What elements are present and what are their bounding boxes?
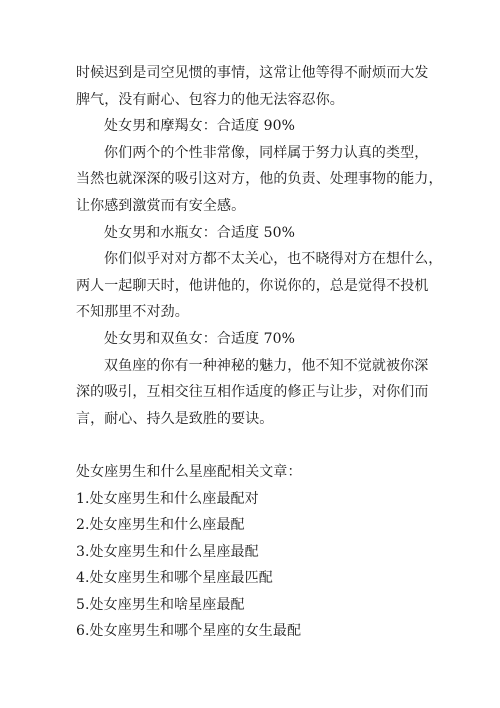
related-link-4[interactable]: 4.处女座男生和哪个星座最匹配	[76, 570, 273, 587]
text-line: 你们两个的个性非常像，同样属于努力认真的类型，	[104, 144, 429, 161]
related-link-5[interactable]: 5.处女座男生和啥星座最配	[76, 596, 245, 613]
text-line: 让你感到激赏而有安全感。	[76, 197, 246, 214]
match-heading-aquarius	[76, 220, 436, 247]
paragraph-aquarius	[76, 246, 443, 326]
related-link-2[interactable]: 2.处女座男生和什么座最配	[76, 517, 245, 534]
text-line: 时候迟到是司空见惯的事情，这常让他等得不耐烦而大发	[76, 65, 429, 81]
match-heading-capricorn	[76, 113, 436, 140]
match-heading-pisces	[76, 326, 436, 353]
paragraph-intro	[76, 60, 436, 113]
text-line: 脾气，没有耐心、包容力的他无法容忍你。	[76, 91, 344, 108]
related-articles	[76, 459, 436, 645]
related-heading: 处女座男生和什么星座配相关文章：	[76, 463, 302, 480]
related-link-6[interactable]: 6.处女座男生和哪个星座的女生最配	[76, 623, 302, 640]
text-line: 处女男和水瓶女：合适度 50%	[104, 224, 296, 241]
text-line: 言，耐心、持久是致胜的要诀。	[76, 410, 274, 427]
related-link-1[interactable]: 1.处女座男生和什么座最配对	[76, 490, 259, 507]
text-line: 双鱼座的你有一种神秘的魅力，他不知不觉就被你深	[104, 357, 429, 374]
document-body	[76, 60, 443, 645]
text-line: 当然也就深深的吸引这对方，他的负责、处理事物的能力，	[76, 171, 443, 188]
text-line: 处女男和双鱼女：合适度 70%	[104, 330, 296, 347]
text-line: 你们似乎对对方都不太关心，也不晓得对方在想什么，	[104, 251, 443, 268]
paragraph-capricorn	[76, 140, 443, 220]
text-line: 处女男和摩羯女：合适度 90%	[104, 118, 296, 135]
spacer	[76, 432, 436, 459]
text-line: 两人一起聊天时，他讲他的，你说你的，总是觉得不投机	[76, 277, 429, 294]
text-line: 深的吸引，互相交往互相作适度的修正与让步，对你们而	[76, 384, 429, 401]
paragraph-pisces	[76, 353, 436, 433]
text-line: 不知那里不对劲。	[76, 304, 189, 321]
related-link-3[interactable]: 3.处女座男生和什么星座最配	[76, 543, 259, 560]
